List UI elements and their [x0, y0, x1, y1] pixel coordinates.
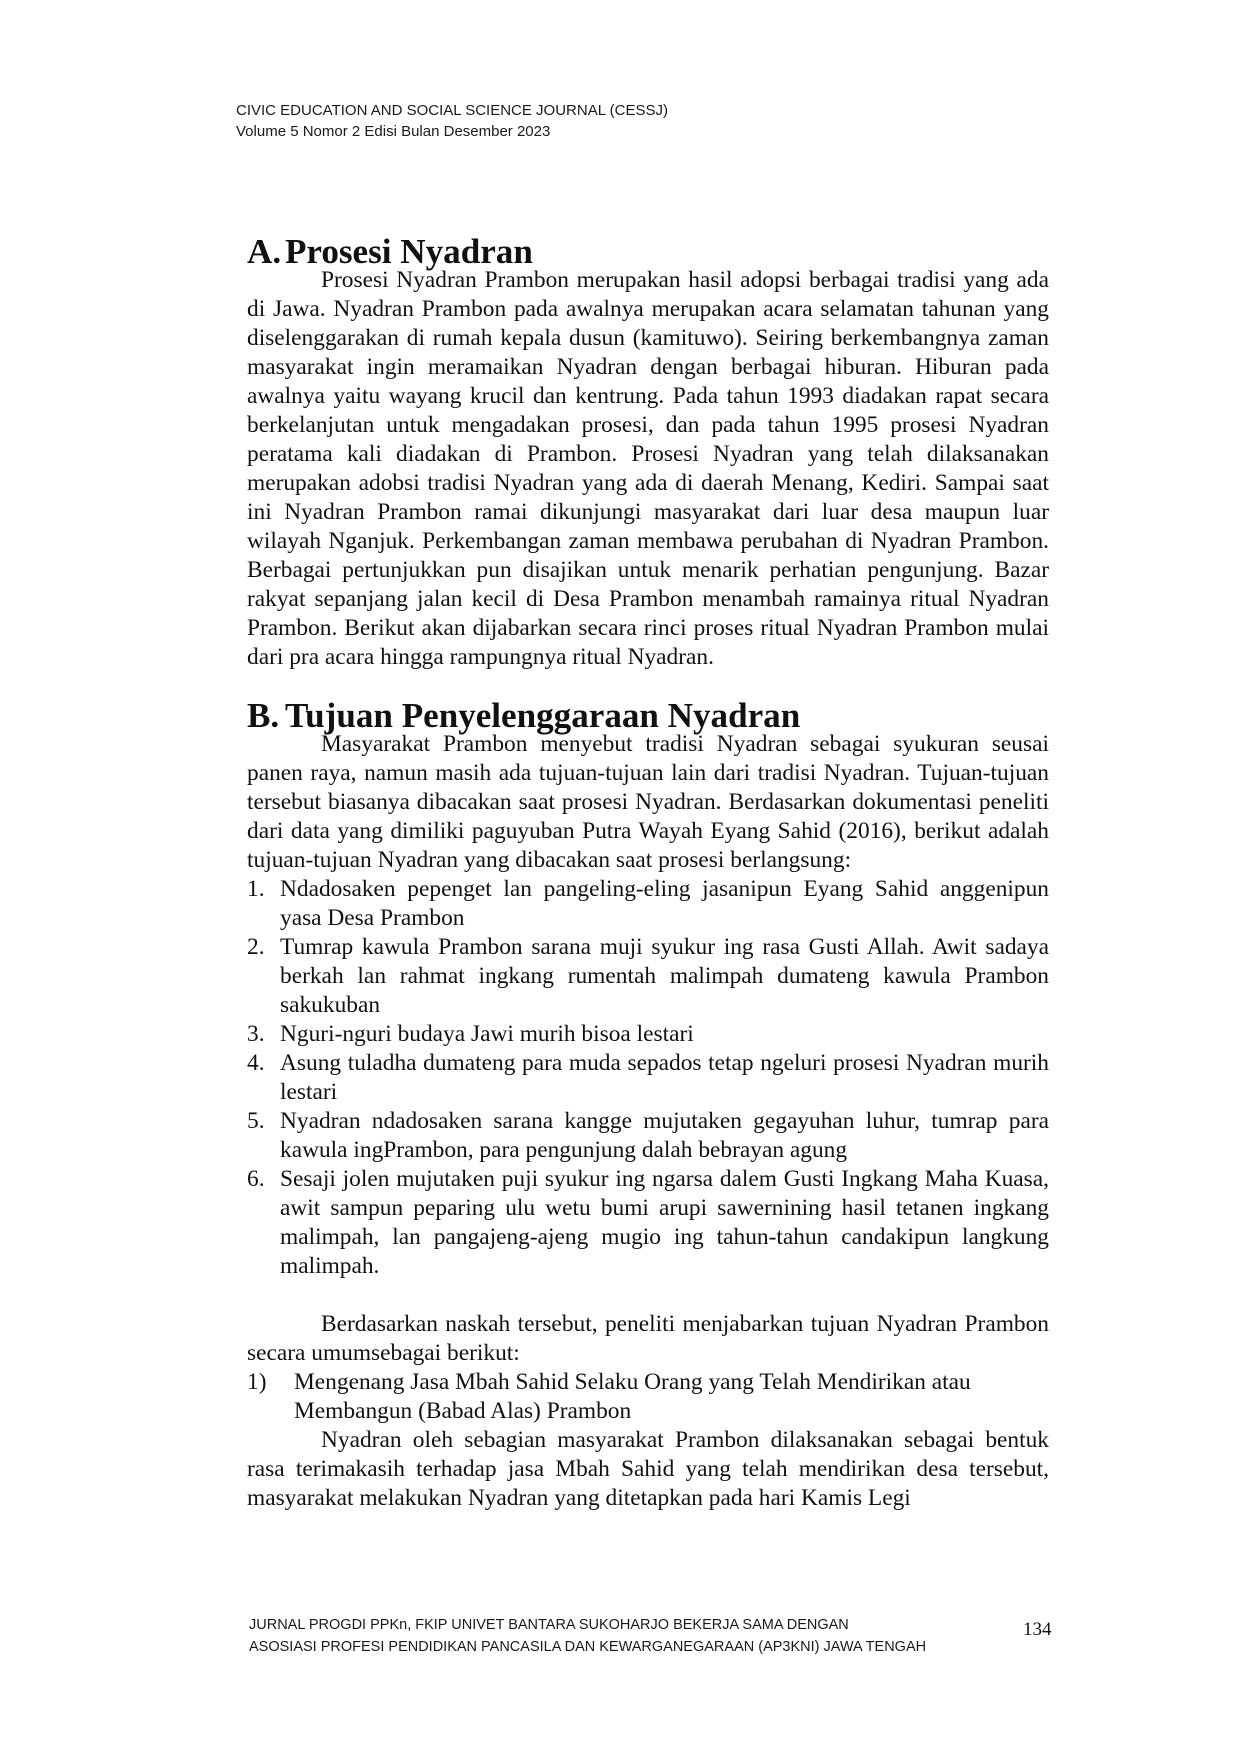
section-a-letter: A. [247, 232, 282, 271]
list-item-text: Asung tuladha dumateng para muda sepados tetap ngeluri prosesi Nyadran murih lestari [280, 1050, 1049, 1105]
purpose-list [247, 875, 1049, 1281]
list-item-text: Tumrap kawula Prambon sarana muji syukur ing rasa Gusti Allah. Awit sadaya berkah lan rahmat ingkang rumentah malimpah dumateng kawula Prambon sakukuban [280, 934, 1049, 1018]
volume-info: Volume 5 Nomor 2 Edisi Bulan Desember 2023 [236, 123, 551, 140]
footer-line-2: ASOSIASI PROFESI PENDIDIKAN PANCASILA DAN KEWARGANEGARAAN (AP3KNI) JAWA TENGAH [249, 1639, 927, 1655]
list-item-number: 1. [247, 876, 265, 902]
section-b-letter: B. [247, 696, 280, 735]
list-item [247, 1165, 1049, 1281]
list-item [247, 875, 1049, 933]
spacer [247, 1281, 1049, 1310]
list-item-number: 4. [247, 1050, 265, 1076]
list-item [247, 1049, 1049, 1107]
section-b-paragraph: Masyarakat Prambon menyebut tradisi Nyadran sebagai syukuran seusai panen raya, namun masih ada tujuan-tujuan lain dari tradisi Nyadran. Tujuan-tujuan tersebut biasanya dibacakan saat prosesi Nyadran. Berdasarkan dokumentasi peneliti dari data yang dimiliki paguyuban Putra Wayah Eyang Sahid (2016), berikut adalah tujuan-tujuan Nyadran yang dibacakan saat prosesi berlangsung: [247, 731, 1049, 873]
list-item [247, 1107, 1049, 1165]
page-number: 134 [1023, 1619, 1052, 1640]
list-item [247, 1020, 1049, 1049]
list-item-text: Nyadran ndadosaken sarana kangge mujutaken gegayuhan luhur, tumrap para kawula ingPrambon, para pengunjung dalah bebrayan agung [280, 1108, 1049, 1163]
section-b-title: Tujuan Penyelenggaraan Nyadran [285, 696, 801, 735]
article-body [247, 232, 1049, 1513]
section-b-paragraph-2: Berdasarkan naskah tersebut, peneliti menjabarkan tujuan Nyadran Prambon secara umumsebagai berikut: [247, 1311, 1049, 1366]
list-item-text: Mengenang Jasa Mbah Sahid Selaku Orang yang Telah Mendirikan atau Membangun (Babad Alas) Prambon [294, 1369, 971, 1424]
section-a-title: Prosesi Nyadran [285, 232, 533, 271]
general-purpose-list [247, 1368, 1049, 1426]
list-item-number: 2. [247, 934, 265, 960]
journal-title: CIVIC EDUCATION AND SOCIAL SCIENCE JOURNAL (CESSJ) [236, 102, 669, 119]
footer-line-1: JURNAL PROGDI PPKn, FKIP UNIVET BANTARA SUKOHARJO BEKERJA SAMA DENGAN [249, 1617, 849, 1633]
section-a-heading [247, 232, 1049, 271]
section-b-heading [247, 696, 1049, 735]
section-b-paragraph-3: Nyadran oleh sebagian masyarakat Prambon dilaksanakan sebagai bentuk rasa terimakasih terhadap jasa Mbah Sahid yang telah mendirikan desa tersebut, masyarakat melakukan Nyadran yang ditetapkan pada hari Kamis Legi [247, 1427, 1049, 1511]
list-item-number: 1) [247, 1369, 267, 1395]
list-item-number: 3. [247, 1021, 265, 1047]
running-header [236, 100, 668, 142]
list-item-text: Ndadosaken pepenget lan pangeling-eling jasanipun Eyang Sahid anggenipun yasa Desa Prambon [280, 876, 1049, 931]
section-a-paragraph: Prosesi Nyadran Prambon merupakan hasil adopsi berbagai tradisi yang ada di Jawa. Nyadran Prambon pada awalnya merupakan acara selamatan tahunan yang diselenggarakan di rumah kepala dusun (kamituwo). Seiring berkembangnya zaman masyarakat ingin meramaikan Nyadran dengan berbagai hiburan. Hiburan pada awalnya yaitu wayang krucil dan kentrung. Pada tahun 1993 diadakan rapat secara berkelanjutan untuk mengadakan prosesi, dan pada tahun 1995 prosesi Nyadran peratama kali diadakan di Prambon. Prosesi Nyadran yang telah dilaksanakan merupakan adobsi tradisi Nyadran yang ada di daerah Menang, Kediri. Sampai saat ini Nyadran Prambon ramai dikunjungi masyarakat dari luar desa maupun luar wilayah Nganjuk. Perkembangan zaman membawa perubahan di Nyadran Prambon. Berbagai pertunjukkan pun disajikan untuk menarik perhatian pengunjung. Bazar rakyat sepanjang jalan kecil di Desa Prambon menambah ramainya ritual Nyadran Prambon. Berikut akan dijabarkan secara rinci proses ritual Nyadran Prambon mulai dari pra acara hingga rampungnya ritual Nyadran. [247, 267, 1049, 670]
list-item-text: Sesaji jolen mujutaken puji syukur ing ngarsa dalem Gusti Ingkang Maha Kuasa, awit sampun peparing ulu wetu bumi arupi sawernining hasil tetanen ingkang malimpah, lan pangajeng-ajeng mugio ing tahun-tahun candakipun langkung malimpah. [280, 1166, 1049, 1279]
running-footer [249, 1614, 926, 1658]
list-item-text: Nguri-nguri budaya Jawi murih bisoa lestari [280, 1021, 694, 1047]
list-item-number: 5. [247, 1108, 265, 1134]
list-item-number: 6. [247, 1166, 265, 1192]
list-item [247, 933, 1049, 1020]
list-item [247, 1368, 1049, 1426]
